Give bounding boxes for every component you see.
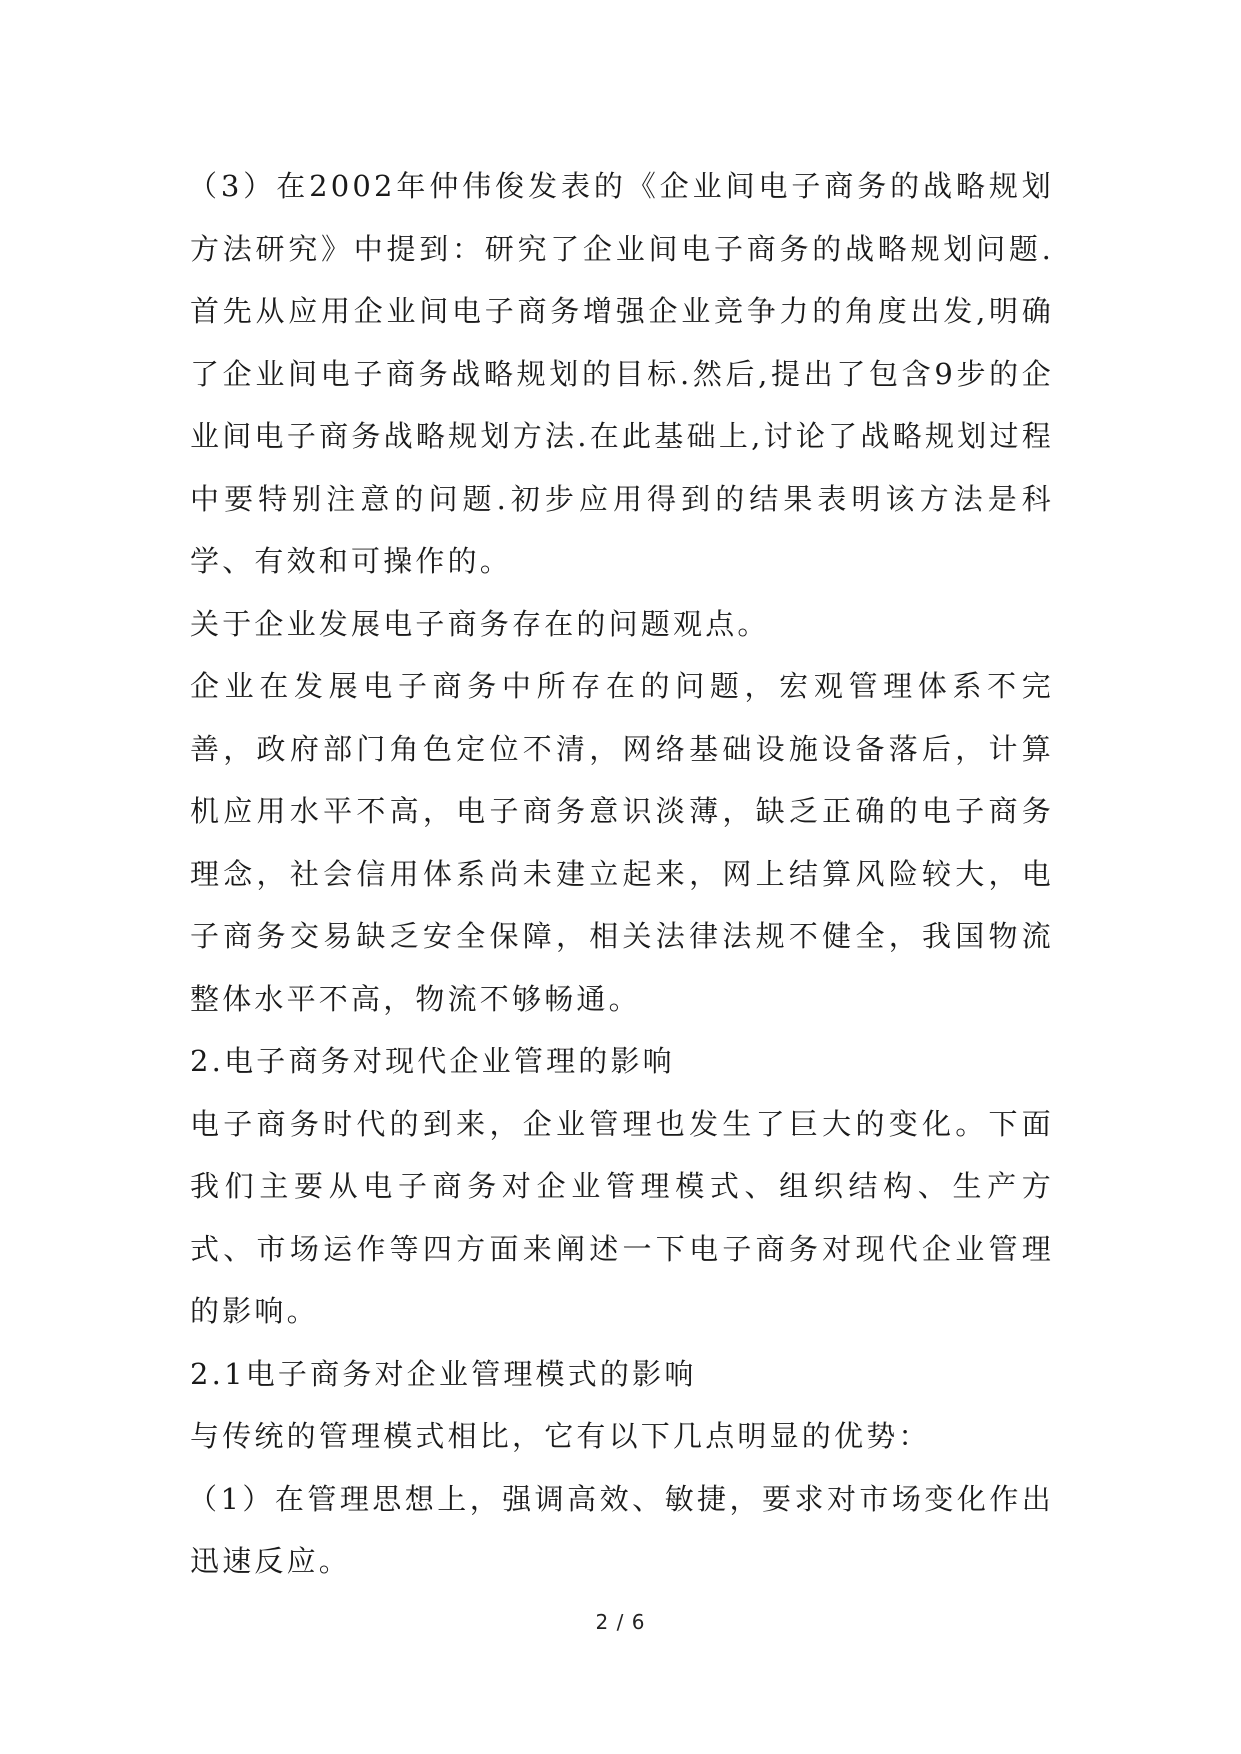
paragraph-advantages-intro: 与传统的管理模式相比，它有以下几点明显的优势： [190, 1419, 931, 1453]
page-body [190, 155, 1054, 1593]
section-heading-2: 2.电子商务对现代企业管理的影响 [190, 1044, 675, 1078]
page-number: 2 / 6 [595, 1610, 646, 1634]
paragraph-section-2-intro: 电子商务时代的到来，企业管理也发生了巨大的变化。下面我们主要从电子商务对企业管理模式、组织结构、生产方式、市场运作等四方面来阐述一下电子商务对现代企业管理的影响。 [190, 1106, 1054, 1328]
section-heading-2-1: 2.1电子商务对企业管理模式的影响 [190, 1356, 697, 1391]
paragraph-advantage-1: （1）在管理思想上，强调高效、敏捷，要求对市场变化作出迅速反应。 [188, 1481, 1054, 1578]
paragraph-literature-review-3: （3）在2002年仲伟俊发表的《企业间电子商务的战略规划方法研究》中提到：研究了企业间电子商务的战略规划问题.首先从应用企业间电子商务增强企业竞争力的角度出发,明确了企业间电子商务战略规划的目标.然后,提出了包含9步的企业间电子商务战略规划方法.在此基础上,讨论了战略规划过程中要特别注意的问题.初步应用得到的结果表明该方法是科学、有效和可操作的。 [188, 169, 1054, 578]
paragraph-problems-heading: 关于企业发展电子商务存在的问题观点。 [190, 606, 770, 641]
paragraph-problems-body: 企业在发展电子商务中所存在的问题，宏观管理体系不完善，政府部门角色定位不清，网络基础设施设备落后，计算机应用水平不高，电子商务意识淡薄，缺乏正确的电子商务理念，社会信用体系尚未建立起来，网上结算风险较大，电子商务交易缺乏安全保障，相关法律法规不健全，我国物流整体水平不高，物流不够畅通。 [190, 669, 1054, 1016]
